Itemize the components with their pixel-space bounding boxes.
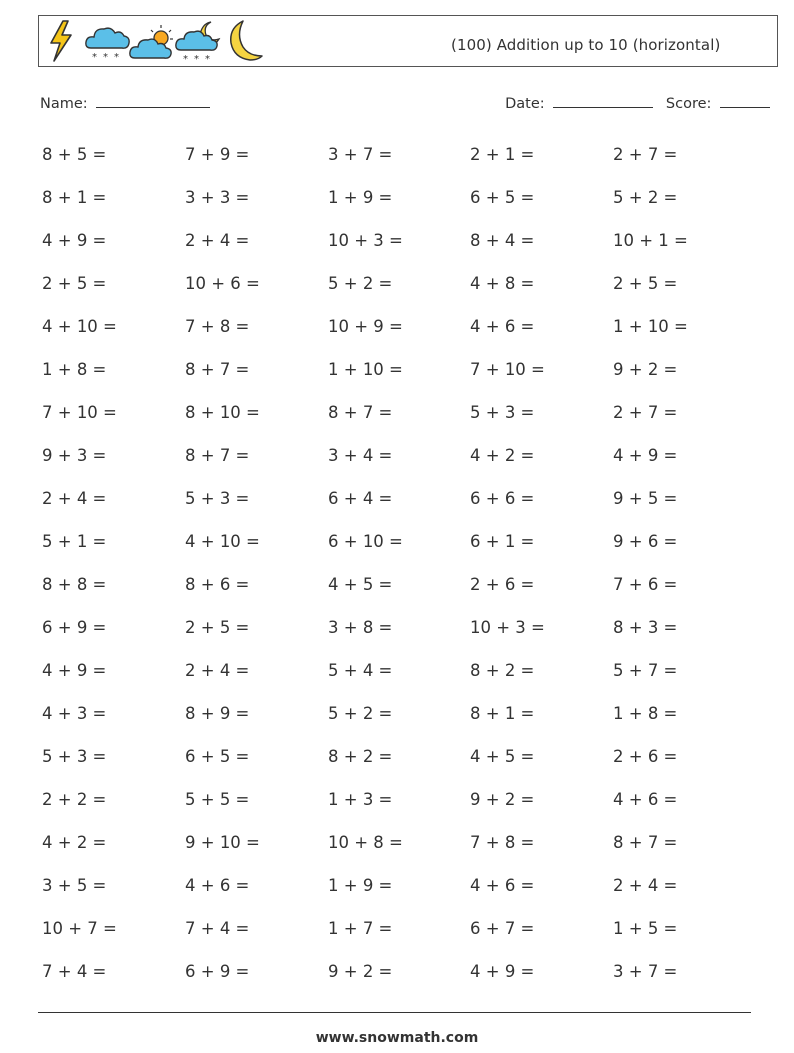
problem-row — [42, 695, 757, 738]
date-score-fields — [505, 93, 770, 112]
addition-problem: 8 + 7 = — [185, 446, 250, 465]
addition-problem: 10 + 3 = — [470, 618, 545, 637]
addition-problem: 2 + 1 = — [470, 145, 535, 164]
svg-text:*: * — [103, 52, 108, 63]
addition-problem: 4 + 5 = — [328, 575, 393, 594]
date-label: Date: — [505, 96, 545, 112]
addition-problem: 8 + 7 = — [328, 403, 393, 422]
name-field — [40, 93, 210, 112]
addition-problem: 2 + 5 = — [613, 274, 678, 293]
name-label: Name: — [40, 96, 88, 112]
addition-problem: 5 + 7 = — [613, 661, 678, 680]
addition-problem: 6 + 7 = — [470, 919, 535, 938]
addition-problem: 4 + 6 = — [185, 876, 250, 895]
addition-problem: 1 + 10 = — [613, 317, 688, 336]
addition-problem: 1 + 10 = — [328, 360, 403, 379]
addition-problem: 9 + 2 = — [470, 790, 535, 809]
problem-row — [42, 523, 757, 566]
addition-problem: 10 + 6 = — [185, 274, 260, 293]
addition-problem: 10 + 1 = — [613, 231, 688, 250]
addition-problem: 9 + 6 = — [613, 532, 678, 551]
addition-problem: 2 + 4 = — [185, 231, 250, 250]
addition-problem: 1 + 9 = — [328, 876, 393, 895]
problem-row — [42, 394, 757, 437]
addition-problem: 4 + 9 = — [42, 661, 107, 680]
problem-row — [42, 437, 757, 480]
svg-text:*: * — [114, 52, 119, 63]
addition-problem: 4 + 3 = — [42, 704, 107, 723]
addition-problem: 5 + 3 = — [470, 403, 535, 422]
addition-problem: 2 + 4 = — [185, 661, 250, 680]
addition-problem: 7 + 8 = — [185, 317, 250, 336]
problem-row — [42, 566, 757, 609]
addition-problem: 7 + 9 = — [185, 145, 250, 164]
addition-problem: 1 + 3 = — [328, 790, 393, 809]
addition-problem: 3 + 3 = — [185, 188, 250, 207]
addition-problem: 2 + 4 = — [613, 876, 678, 895]
addition-problem: 6 + 6 = — [470, 489, 535, 508]
addition-problem: 7 + 4 = — [42, 962, 107, 981]
svg-text:*: * — [194, 54, 199, 64]
addition-problem: 4 + 6 = — [613, 790, 678, 809]
addition-problem: 6 + 5 = — [185, 747, 250, 766]
addition-problem: 9 + 10 = — [185, 833, 260, 852]
addition-problem: 4 + 2 = — [470, 446, 535, 465]
problem-row — [42, 609, 757, 652]
addition-problem: 7 + 10 = — [42, 403, 117, 422]
problem-row — [42, 781, 757, 824]
addition-problem: 5 + 4 = — [328, 661, 393, 680]
addition-problem: 4 + 6 = — [470, 876, 535, 895]
problem-row — [42, 136, 757, 179]
addition-problem: 9 + 3 = — [42, 446, 107, 465]
addition-problem: 6 + 4 = — [328, 489, 393, 508]
addition-problem: 2 + 7 = — [613, 403, 678, 422]
addition-problem: 5 + 2 = — [328, 704, 393, 723]
problem-row — [42, 953, 757, 996]
addition-problem: 6 + 1 = — [470, 532, 535, 551]
problem-row — [42, 351, 757, 394]
name-blank-line — [96, 93, 210, 108]
addition-problem: 1 + 8 = — [42, 360, 107, 379]
addition-problem: 2 + 6 = — [613, 747, 678, 766]
addition-problem: 8 + 10 = — [185, 403, 260, 422]
addition-problem: 1 + 8 = — [613, 704, 678, 723]
addition-problem: 6 + 9 = — [42, 618, 107, 637]
problem-row — [42, 652, 757, 695]
addition-problem: 5 + 2 = — [328, 274, 393, 293]
problem-row — [42, 480, 757, 523]
addition-problem: 4 + 6 = — [470, 317, 535, 336]
addition-problem: 10 + 8 = — [328, 833, 403, 852]
addition-problem: 8 + 7 = — [613, 833, 678, 852]
addition-problem: 8 + 3 = — [613, 618, 678, 637]
addition-problem: 2 + 4 = — [42, 489, 107, 508]
addition-problem: 3 + 7 = — [613, 962, 678, 981]
problem-grid — [42, 136, 757, 996]
addition-problem: 5 + 2 = — [613, 188, 678, 207]
problem-row — [42, 179, 757, 222]
header-box — [38, 15, 778, 67]
addition-problem: 7 + 6 = — [613, 575, 678, 594]
addition-problem: 2 + 6 = — [470, 575, 535, 594]
addition-problem: 4 + 9 = — [42, 231, 107, 250]
worksheet-title: (100) Addition up to 10 (horizontal) — [451, 36, 721, 54]
addition-problem: 8 + 1 = — [42, 188, 107, 207]
problem-row — [42, 738, 757, 781]
score-label: Score: — [665, 96, 712, 112]
problem-row — [42, 265, 757, 308]
addition-problem: 6 + 10 = — [328, 532, 403, 551]
addition-problem: 4 + 9 = — [613, 446, 678, 465]
addition-problem: 3 + 4 = — [328, 446, 393, 465]
addition-problem: 10 + 7 = — [42, 919, 117, 938]
problem-row — [42, 867, 757, 910]
addition-problem: 3 + 5 = — [42, 876, 107, 895]
addition-problem: 8 + 4 = — [470, 231, 535, 250]
addition-problem: 7 + 10 = — [470, 360, 545, 379]
addition-problem: 6 + 9 = — [185, 962, 250, 981]
addition-problem: 8 + 5 = — [42, 145, 107, 164]
addition-problem: 9 + 5 = — [613, 489, 678, 508]
score-blank-line — [720, 93, 770, 108]
addition-problem: 6 + 5 = — [470, 188, 535, 207]
addition-problem: 5 + 5 = — [185, 790, 250, 809]
svg-text:*: * — [183, 54, 188, 64]
addition-problem: 8 + 2 = — [470, 661, 535, 680]
addition-problem: 10 + 9 = — [328, 317, 403, 336]
addition-problem: 9 + 2 = — [328, 962, 393, 981]
addition-problem: 1 + 5 = — [613, 919, 678, 938]
addition-problem: 7 + 8 = — [470, 833, 535, 852]
problem-row — [42, 222, 757, 265]
problem-row — [42, 910, 757, 953]
addition-problem: 5 + 1 = — [42, 532, 107, 551]
addition-problem: 1 + 7 = — [328, 919, 393, 938]
problem-row — [42, 308, 757, 351]
addition-problem: 3 + 8 = — [328, 618, 393, 637]
addition-problem: 4 + 8 = — [470, 274, 535, 293]
addition-problem: 2 + 5 = — [185, 618, 250, 637]
addition-problem: 4 + 9 = — [470, 962, 535, 981]
addition-problem: 8 + 6 = — [185, 575, 250, 594]
addition-problem: 4 + 10 = — [42, 317, 117, 336]
addition-problem: 2 + 5 = — [42, 274, 107, 293]
addition-problem: 4 + 5 = — [470, 747, 535, 766]
addition-problem: 10 + 3 = — [328, 231, 403, 250]
addition-problem: 3 + 7 = — [328, 145, 393, 164]
meta-row — [40, 93, 770, 117]
addition-problem: 8 + 1 = — [470, 704, 535, 723]
footer-divider — [38, 1012, 751, 1013]
addition-problem: 5 + 3 = — [42, 747, 107, 766]
svg-text:*: * — [92, 52, 97, 63]
addition-problem: 4 + 10 = — [185, 532, 260, 551]
addition-problem: 1 + 9 = — [328, 188, 393, 207]
addition-problem: 7 + 4 = — [185, 919, 250, 938]
addition-problem: 2 + 7 = — [613, 145, 678, 164]
addition-problem: 9 + 2 = — [613, 360, 678, 379]
problem-row — [42, 824, 757, 867]
addition-problem: 2 + 2 = — [42, 790, 107, 809]
addition-problem: 8 + 2 = — [328, 747, 393, 766]
date-blank-line — [553, 93, 653, 108]
addition-problem: 8 + 8 = — [42, 575, 107, 594]
addition-problem: 4 + 2 = — [42, 833, 107, 852]
addition-problem: 5 + 3 = — [185, 489, 250, 508]
addition-problem: 8 + 9 = — [185, 704, 250, 723]
footer-website: www.snowmath.com — [315, 1030, 479, 1046]
addition-problem: 8 + 7 = — [185, 360, 250, 379]
svg-text:*: * — [205, 54, 210, 64]
